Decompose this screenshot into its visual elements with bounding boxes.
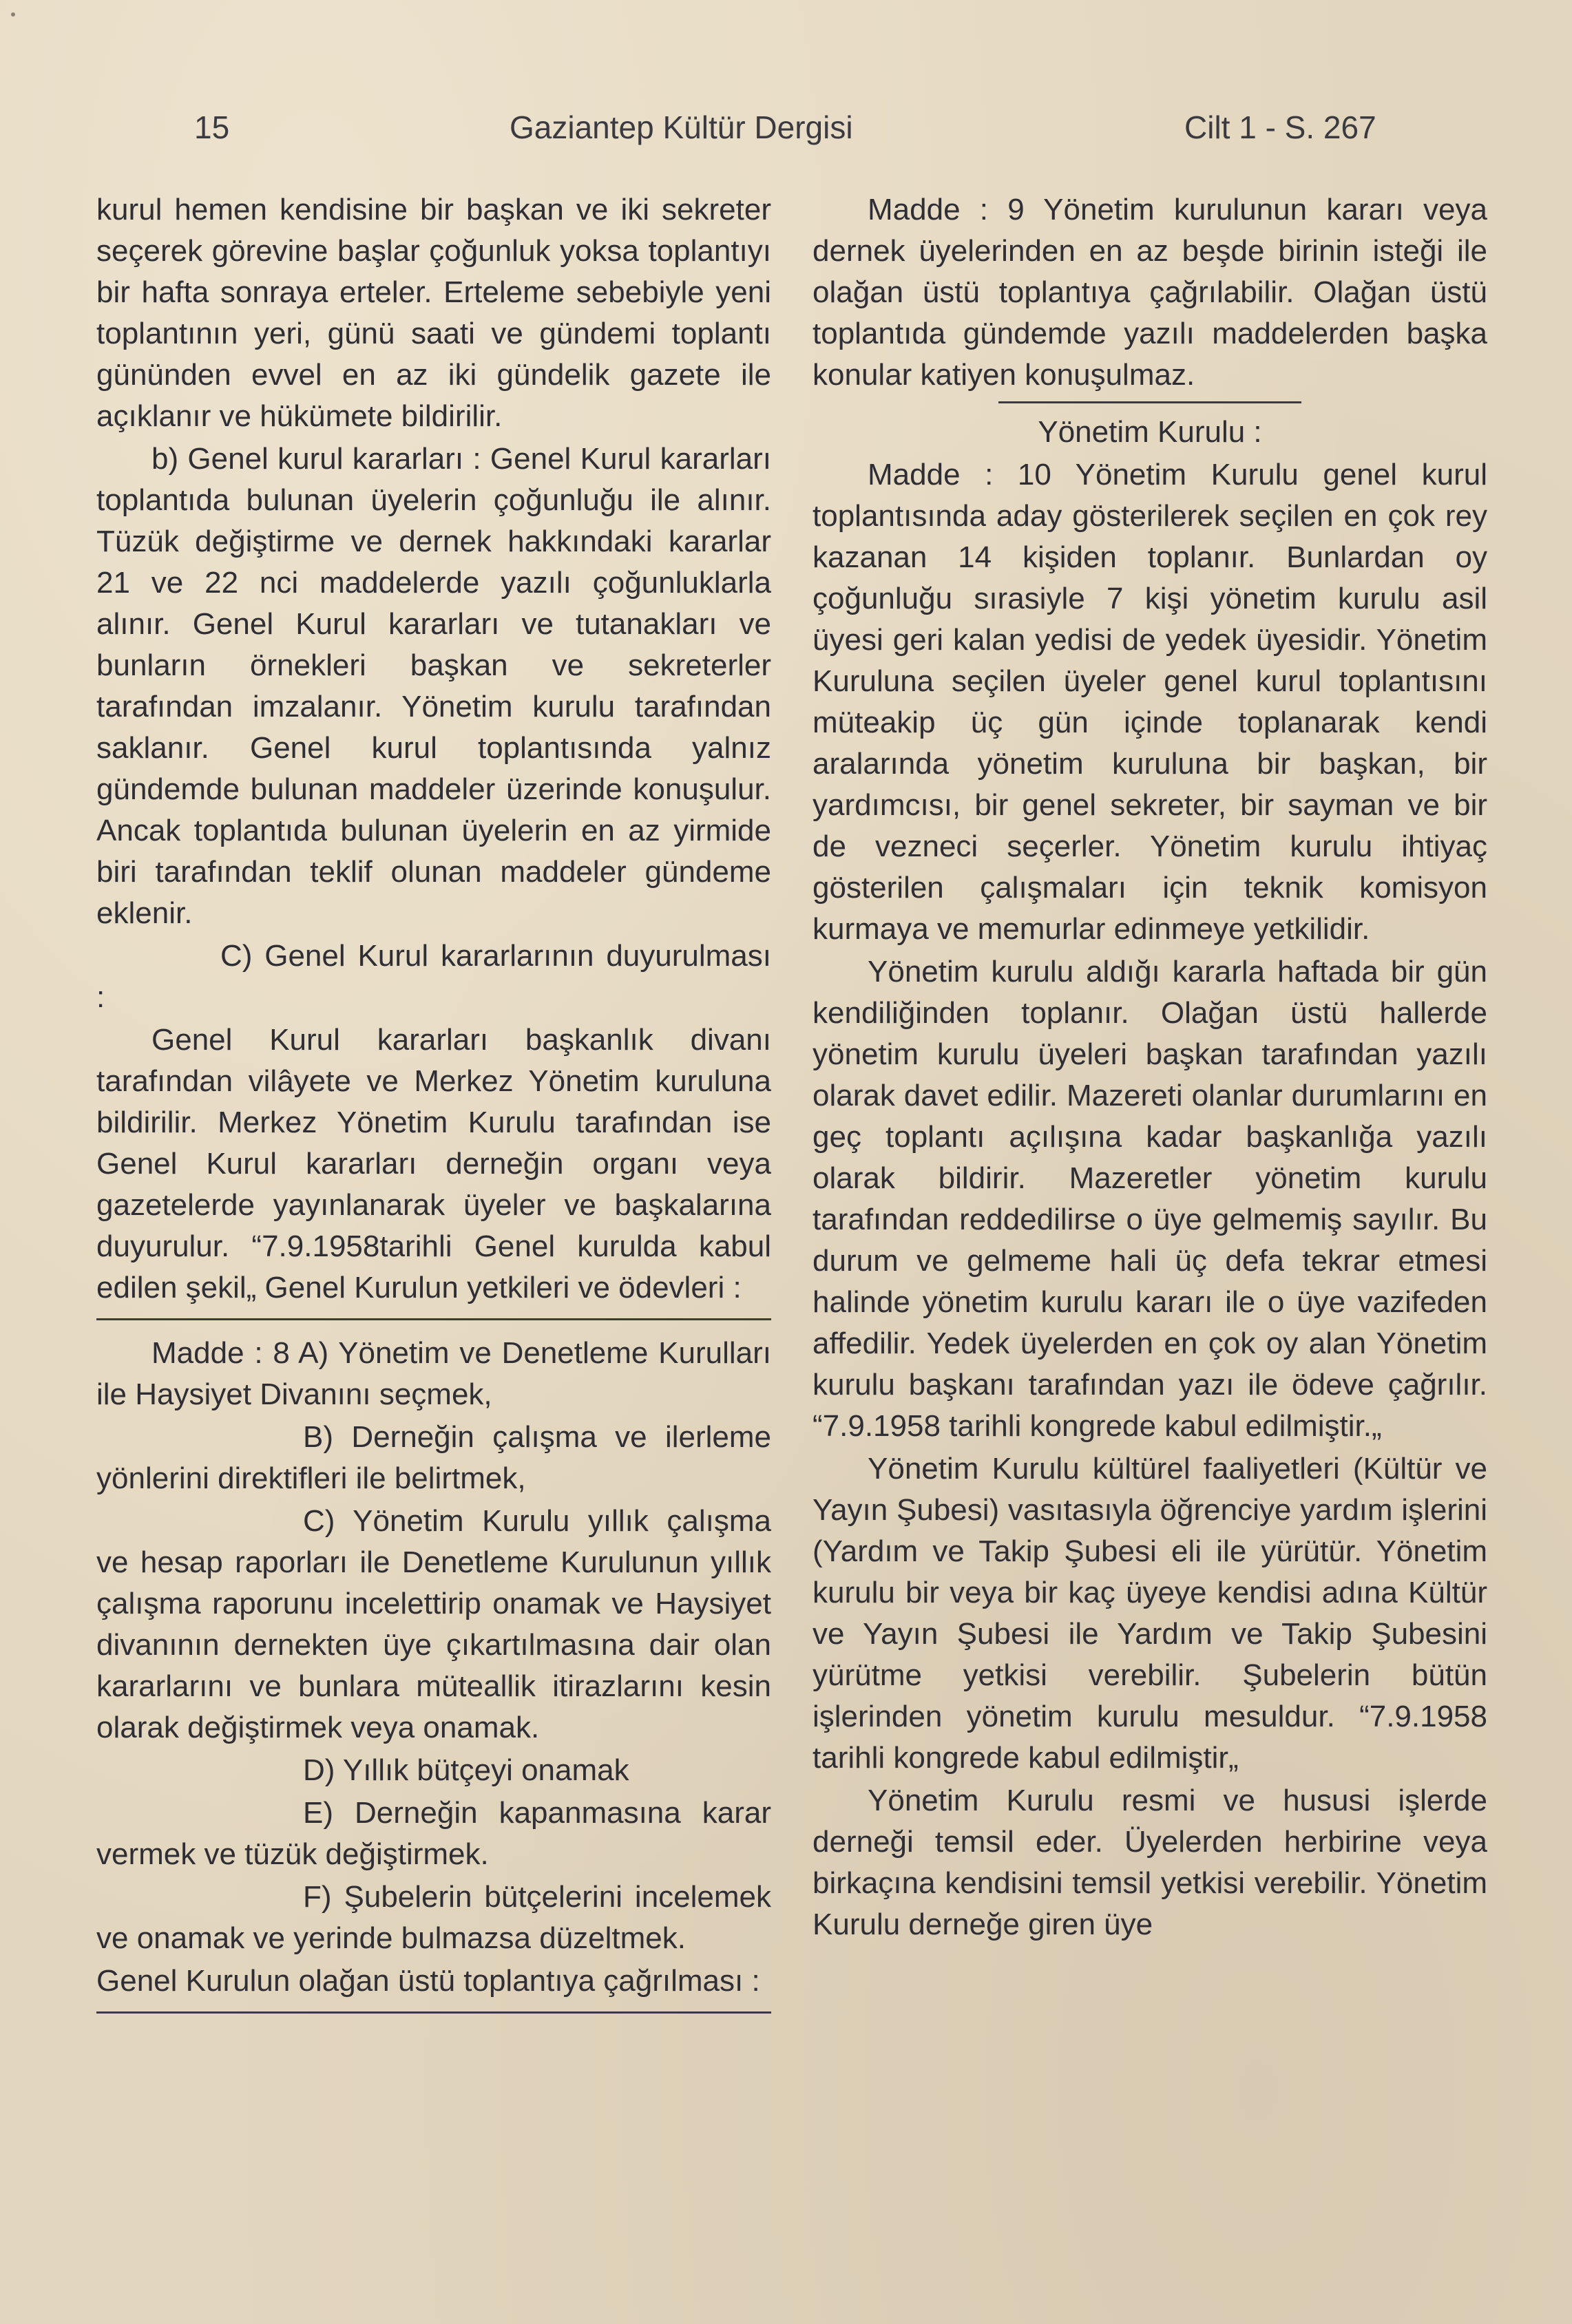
article-8-item-b: B) Derneğin çalışma ve ilerleme yönlerini direktifleri ile belirtmek,	[96, 1420, 771, 1495]
running-header	[0, 109, 1572, 157]
paragraph-representation: Yönetim Kurulu resmi ve hususi işlerde derneği temsil eder. Üyelerden herbirine veya birkaçına kendisini temsil yetkisi verebilir. Yönetim Kurulu derneğe giren üye	[813, 1784, 1487, 1941]
article-8-item-d: D) Yıllık bütçeyi onamak	[303, 1753, 629, 1787]
article-10-paragraph: Madde : 10 Yönetim Kurulu genel kurul toplantısında aday gösterilerek seçilen en çok rey kazanan 14 kişiden toplanır. Bunlardan oy çoğunluğu sırasiyle 7 kişi yönetim kurulu asil üyesi geri kalan yedisi de yedek üyesidir. Yönetim Kuruluna seçilen üyeler genel kurul toplantısını müteakip üç gün içinde toplanarak kendi aralarında yönetim kuruluna bir başkan, bir yardımcısı, bir genel sekreter, bir sayman ve bir de vezneci seçerler. Yönetim kurulu ihtiyaç gösterilen çalışmaları için teknik komisyon kurmaya ve memurlar edinmeye yetkilidir.	[813, 458, 1487, 946]
paragraph-general-assembly-decisions: b) Genel kurul kararları : Genel Kurul kararları toplantıda bulunan üyelerin çoğunluğu ile alınır. Tüzük değiştirme ve dernek hakkındaki kararlar 21 ve 22 nci maddelerde yazılı çoğunluklarla alınır. Genel Kurul kararları ve tutanakları ve bunların örnekleri başkan ve sekreterler tarafından imzalanır. Yönetim kurulu tarafından saklanır. Genel kurul toplantısında yalnız gündemde bulunan maddeler üzerinde konuşulur. Ancak toplantıda bulunan üyelerin en az yirmide biri tarafından teklif olunan maddeler gündeme eklenir.	[96, 442, 771, 930]
article-8-item-c: C) Yönetim Kurulu yıllık çalışma ve hesap raporları ile Denetleme Kurulunun yıllık çalışma raporunu incelettirip onamak ve Haysiyet divanının dernekten üye çıkartılmasına dair olan kararlarını ve bunlara müteallik itirazlarını kesin olarak değiştirmek veya onamak.	[96, 1504, 771, 1744]
article-9-paragraph: Madde : 9 Yönetim kurulunun kararı veya dernek üyelerinden en az beşde birinin isteği ile olağan üstü toplantıya çağrılabilir. Olağan üstü toplantıda gündemde yazılı maddelerden başka konular katiyen konuşulmaz.	[813, 193, 1487, 392]
section-divider	[96, 1318, 771, 1320]
article-8-item-e: E) Derneğin kapanmasına karar vermek ve tüzük değiştirmek.	[96, 1796, 771, 1871]
journal-title: Gaziantep Kültür Dergisi	[510, 109, 853, 145]
paragraph-cultural-activities: Yönetim Kurulu kültürel faaliyetleri (Kültür ve Yayın Şubesi) vasıtasıyla öğrenciye yardım işlerini (Yardım ve Takip Şubesi eli ile yürütür. Yönetim kurulu bir veya bir kaç üyeye kendisi adına Kültür ve Yayın Şubesi ile Yardım ve Takip Şubesini yürütme yetkisi verebilir. Şubelerin bütün işlerinden yönetim kurulu mesuldur. “7.9.1958 tarihli kongrede kabul edilmiştir„	[813, 1452, 1487, 1775]
right-column	[813, 189, 1487, 1947]
page-number: 15	[194, 109, 230, 145]
heading-decision-announcement: C) Genel Kurul kararlarının duyurulması :	[96, 939, 771, 1014]
paragraph-decision-announcement: Genel Kurul kararları başkanlık divanı tarafından vilâyete ve Merkez Yönetim kuruluna bildirilir. Merkez Yönetim Kurulu tarafından ise Genel Kurul kararları derneğin organı veya gazetelerde yayınlanarak üyeler ve başkalarına duyurulur. “7.9.1958tarihli Genel kurulda kabul edilen şekil„ Genel Kurulun yetkileri ve ödevleri :	[96, 1023, 771, 1304]
volume-issue-info: Cilt 1 - S. 267	[1184, 109, 1376, 145]
paragraph-weekly-meetings: Yönetim kurulu aldığı kararla haftada bir gün kendiliğinden toplanır. Olağan üstü hallerde yönetim kurulu üyeleri başkan tarafından yazılı olarak davet edilir. Mazereti olanlar durumlarını en geç toplantı açılışına kadar başkanlığa yazılı olarak bildirir. Mazeretler yönetim kurulu tarafından reddedilirse o üye gelmemiş sayılır. Bu durum ve gelmeme hali üç defa tekrar etmesi halinde yönetim kurulu kararı ile o üye vazifeden affedilir. Yedek üyelerden en çok oy alan Yönetim kurulu başkanı tarafından yazı ile ödeve çağrılır. “7.9.1958 tarihli kongrede kabul edilmiştir.„	[813, 955, 1487, 1443]
article-8-item-a: Madde : 8 A) Yönetim ve Denetleme Kurulları ile Haysiyet Divanını seçmek,	[96, 1336, 771, 1411]
column-end-divider	[96, 2011, 771, 2014]
article-8-item-f: F) Şubelerin bütçelerini incelemek ve onamak ve yerinde bulmazsa düzeltmek.	[96, 1880, 771, 1955]
scan-mark	[11, 12, 15, 17]
left-column	[96, 189, 771, 2026]
heading-extraordinary-meeting: Genel Kurulun olağan üstü toplantıya çağrılması :	[96, 1964, 760, 1998]
heading-board-of-directors: Yönetim Kurulu :	[1038, 415, 1262, 449]
heading-rule	[998, 401, 1301, 403]
paragraph-quorum-postponement: kurul hemen kendisine bir başkan ve iki sekreter seçerek görevine başlar çoğunluk yoksa toplantıyı bir hafta sonraya erteler. Erteleme sebebiyle yeni toplantının yeri, günü saati ve gündemi toplantı gününden evvel en az iki gündelik gazete ile açıklanır ve hükümete bildirilir.	[96, 193, 771, 433]
